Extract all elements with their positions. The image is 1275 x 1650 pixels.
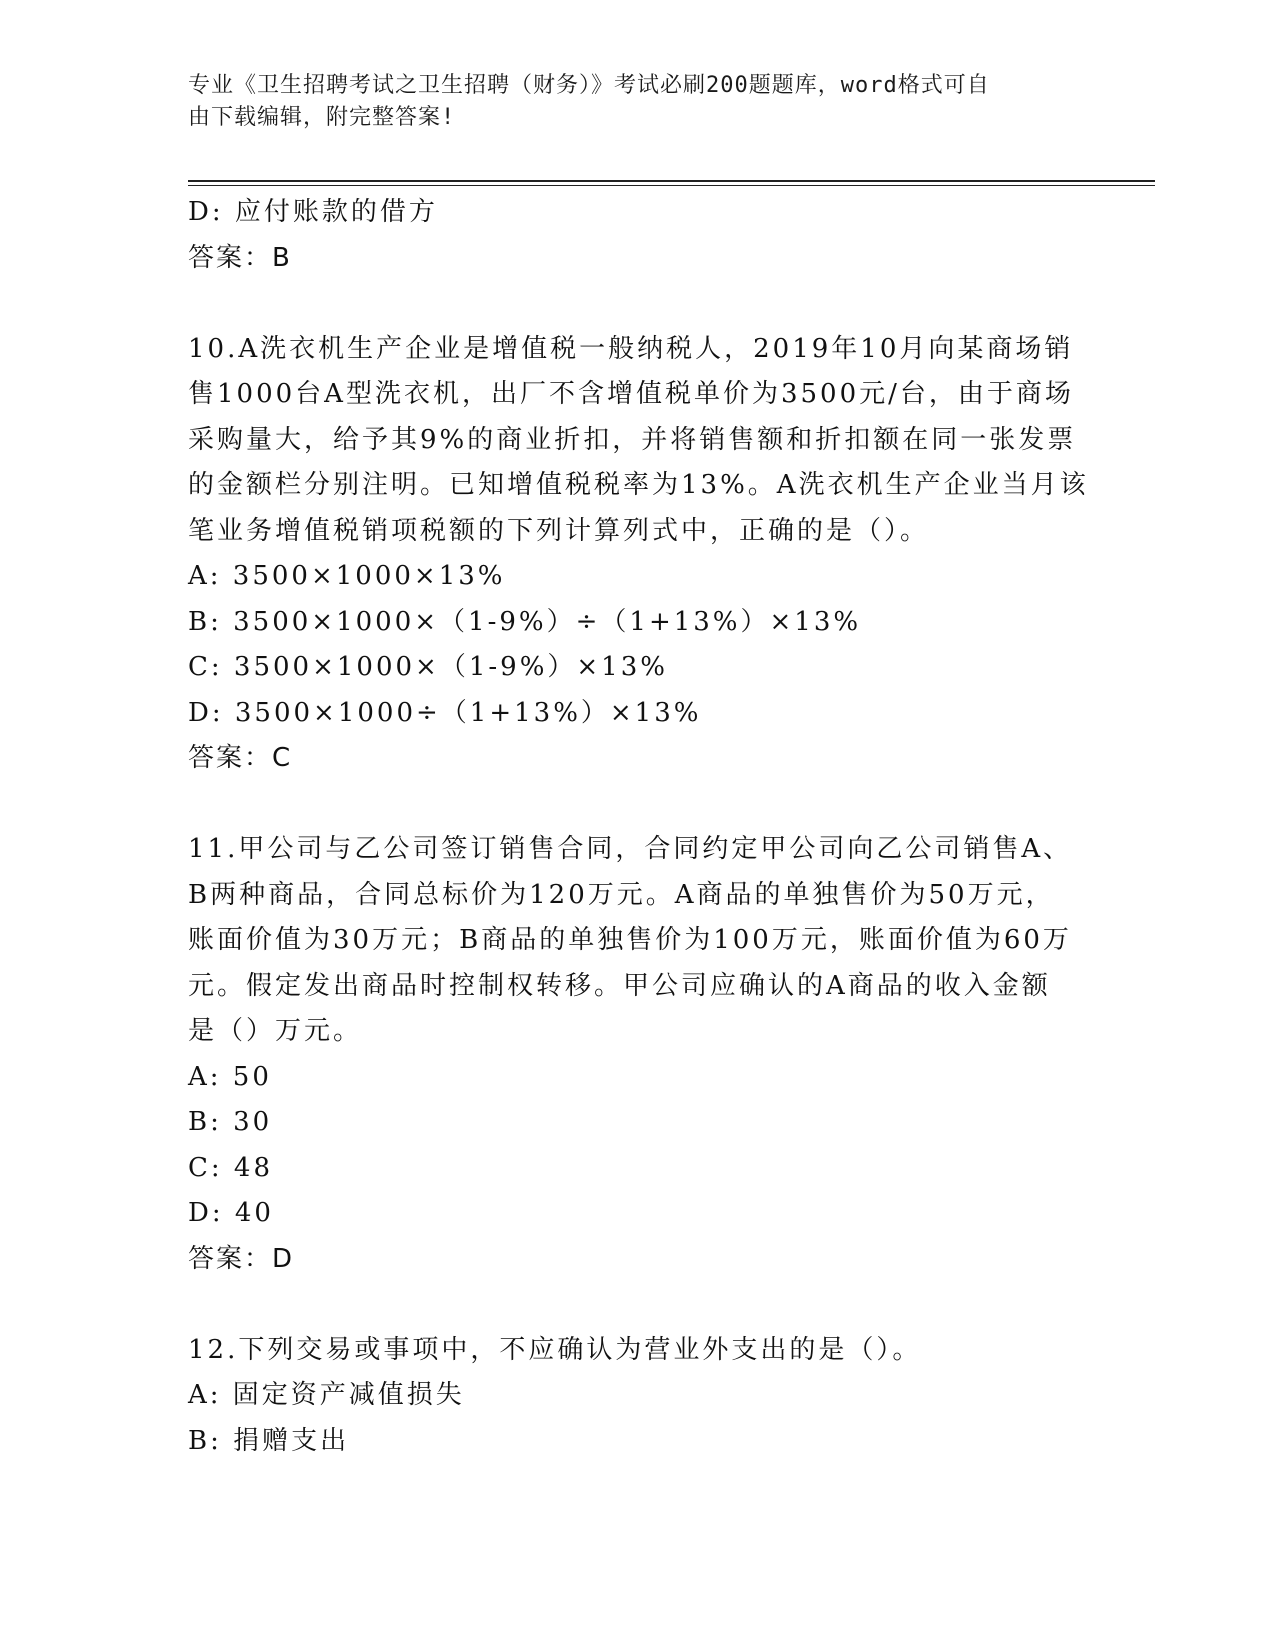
question-stem-line: 是（）万元。 xyxy=(188,1016,363,1046)
spacer xyxy=(188,782,1088,828)
option-c: C: 3500×1000×（1-9%）×13% xyxy=(188,652,668,682)
question-stem-line: B两种商品，合同总标价为120万元。A商品的单独售价为50万元， xyxy=(188,879,1055,910)
option-a: A: 50 xyxy=(188,1061,272,1092)
question-stem-line: 采购量大，给予其9%的商业折扣，并将销售额和折扣额在同一张发票 xyxy=(188,424,1077,455)
question-stem-line: 10.A洗衣机生产企业是增值税一般纳税人，2019年10月向某商场销 xyxy=(188,333,1074,364)
answer-label: 答案：C xyxy=(188,743,293,773)
question-12 xyxy=(188,1328,1088,1465)
question-11 xyxy=(188,827,1088,1282)
option-b: B: 30 xyxy=(188,1107,273,1137)
option-c: C: 48 xyxy=(188,1152,274,1183)
header-line-1: 专业《卫生招聘考试之卫生招聘（财务）》考试必刷200题题库，word格式可自 xyxy=(188,73,990,98)
answer-label: 答案：D xyxy=(188,1243,295,1274)
option-b: B: 3500×1000×（1-9%）÷（1+13%）×13% xyxy=(188,606,862,637)
question-stem-line: 元。假定发出商品时控制权转移。甲公司应确认的A商品的收入金额 xyxy=(188,970,1051,1001)
carryover-option-d: D: 应付账款的借方 xyxy=(188,197,438,227)
header-divider-thick xyxy=(188,180,1155,182)
question-stem-line: 笔业务增值税销项税额的下列计算列式中，正确的是（）。 xyxy=(188,515,930,546)
question-content xyxy=(188,190,1088,1464)
option-d: D: 40 xyxy=(188,1198,274,1228)
question-stem-line: 售1000台A型洗衣机，出厂不含增值税单价为3500元/台，由于商场 xyxy=(188,379,1074,409)
header-line-2: 由下载编辑，附完整答案! xyxy=(188,105,456,130)
document-header xyxy=(188,70,1088,134)
question-stem-line: 12.下列交易或事项中，不应确认为营业外支出的是（）。 xyxy=(188,1334,922,1365)
spacer xyxy=(188,1282,1088,1328)
option-b: B: 捐赠支出 xyxy=(188,1425,350,1456)
question-stem-line: 账面价值为30万元；B商品的单独售价为100万元，账面价值为60万 xyxy=(188,925,1072,955)
question-stem-line: 的金额栏分别注明。已知增值税税率为13%。A洗衣机生产企业当月该 xyxy=(188,470,1089,500)
question-10 xyxy=(188,327,1088,782)
carryover-answer: 答案：B xyxy=(188,242,292,273)
option-d: D: 3500×1000÷（1+13%）×13% xyxy=(188,697,702,728)
option-a: A: 固定资产减值损失 xyxy=(188,1380,465,1410)
question-stem-line: 11.甲公司与乙公司签订销售合同，合同约定甲公司向乙公司销售A、 xyxy=(188,834,1073,864)
header-divider-thin xyxy=(188,185,1155,186)
spacer xyxy=(188,281,1088,327)
option-a: A: 3500×1000×13% xyxy=(188,561,506,591)
